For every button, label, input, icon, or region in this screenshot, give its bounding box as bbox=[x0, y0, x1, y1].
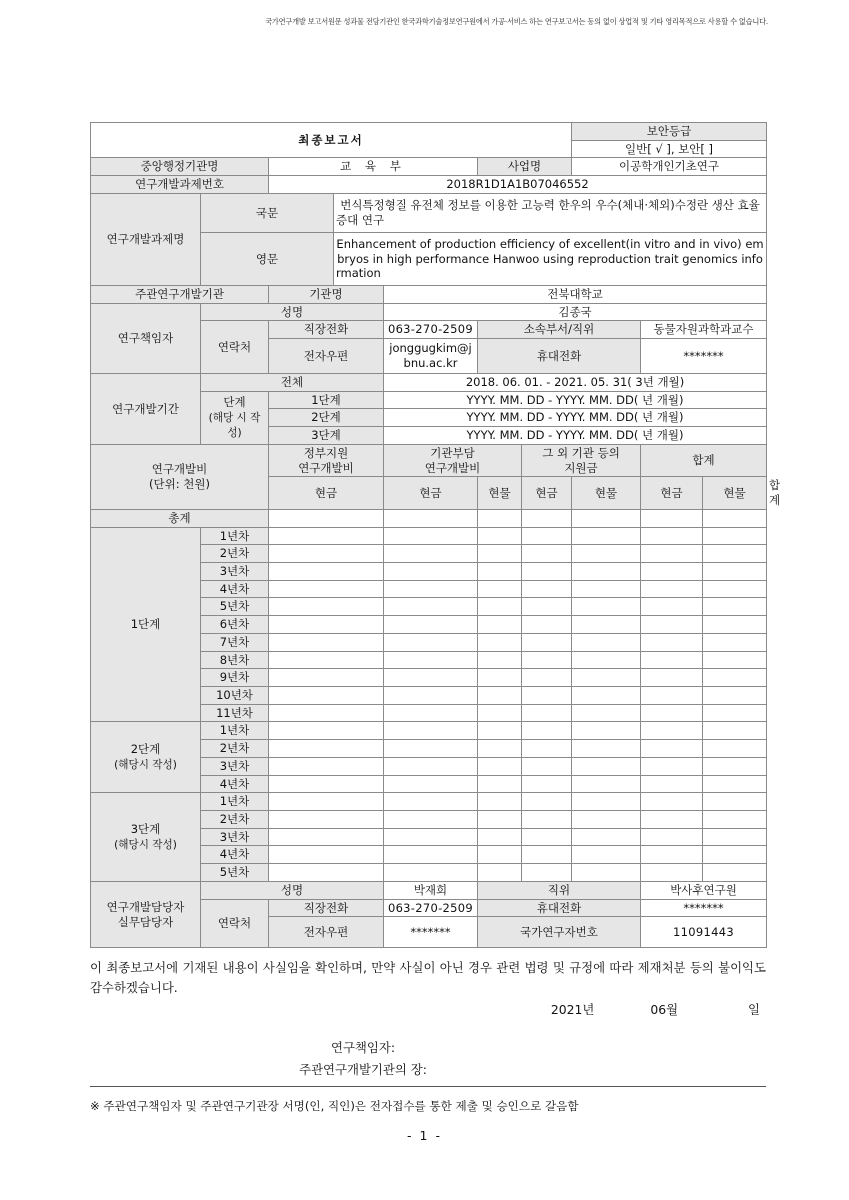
budget-value-cell[interactable] bbox=[478, 740, 522, 758]
budget-value-cell[interactable] bbox=[522, 828, 572, 846]
budget-year-label: 1년차 bbox=[201, 722, 269, 740]
period-stage2-value: YYYY. MM. DD - YYYY. MM. DD( 년 개월) bbox=[384, 409, 767, 427]
budget-value-cell[interactable] bbox=[384, 580, 478, 598]
project-title-kr-row bbox=[91, 193, 767, 232]
budget-year-rows bbox=[91, 527, 767, 881]
report-cover-table bbox=[90, 122, 781, 948]
budget-value-cell[interactable] bbox=[478, 757, 522, 775]
budget-value-cell[interactable] bbox=[384, 828, 478, 846]
budget-value-cell[interactable] bbox=[384, 598, 478, 616]
budget-year-label: 4년차 bbox=[201, 775, 269, 793]
budget-value-cell[interactable] bbox=[269, 740, 384, 758]
budget-value-cell[interactable] bbox=[641, 793, 703, 811]
budget-value-cell[interactable] bbox=[572, 757, 641, 775]
budget-value-cell[interactable] bbox=[384, 545, 478, 563]
budget-value-cell[interactable] bbox=[572, 633, 641, 651]
budget-value-cell[interactable] bbox=[572, 562, 641, 580]
budget-value-cell[interactable] bbox=[478, 828, 522, 846]
budget-value-cell[interactable] bbox=[384, 811, 478, 829]
footnote-text: ※ 주관연구책임자 및 주관연구기관장 서명(인, 직인)은 전자접수를 통한 제출 및 승인으로 갈음함 bbox=[90, 1099, 579, 1113]
budget-total-row bbox=[91, 509, 767, 527]
budget-year-row bbox=[91, 527, 767, 545]
budget-year-label: 5년차 bbox=[201, 864, 269, 882]
budget-value-cell[interactable] bbox=[269, 545, 384, 563]
budget-value-cell[interactable] bbox=[641, 757, 703, 775]
budget-year-label: 8년차 bbox=[201, 651, 269, 669]
staff-researcher-id-value: 11091443 bbox=[641, 917, 767, 948]
budget-value-cell[interactable] bbox=[703, 740, 767, 758]
period-stage1-label: 1단계 bbox=[269, 391, 384, 409]
staff-name-value: 박재희 bbox=[384, 881, 478, 899]
budget-value-cell[interactable] bbox=[269, 846, 384, 864]
budget-value-cell[interactable] bbox=[478, 562, 522, 580]
budget-value-cell[interactable] bbox=[641, 846, 703, 864]
budget-value-cell[interactable] bbox=[269, 686, 384, 704]
budget-value-cell[interactable] bbox=[269, 580, 384, 598]
budget-value-cell[interactable] bbox=[478, 633, 522, 651]
budget-value-cell[interactable] bbox=[522, 757, 572, 775]
budget-value-cell[interactable] bbox=[269, 864, 384, 882]
budget-value-cell[interactable] bbox=[384, 757, 478, 775]
budget-stage-label-main: 3단계 bbox=[130, 821, 161, 836]
budget-total-cell-3 bbox=[522, 509, 572, 527]
budget-subhdr-3: 현금 bbox=[522, 477, 572, 509]
budget-value-cell[interactable] bbox=[269, 757, 384, 775]
staff-name-label: 성명 bbox=[201, 881, 384, 899]
staff-section-label bbox=[91, 881, 201, 947]
budget-value-cell[interactable] bbox=[572, 740, 641, 758]
staff-section-label-line2: 실무담당자 bbox=[117, 914, 174, 929]
budget-value-cell[interactable] bbox=[703, 846, 767, 864]
budget-stage-sublabel: (해당시 작성) bbox=[114, 758, 177, 771]
budget-value-cell[interactable] bbox=[478, 545, 522, 563]
budget-subhdr-1: 현금 bbox=[384, 477, 478, 509]
staff-office-phone-value: 063-270-2509 bbox=[384, 899, 478, 917]
period-stage-sublabel: (해당 시 작성) bbox=[208, 411, 261, 440]
staff-mobile-label: 휴대전화 bbox=[478, 899, 641, 917]
budget-stage-label bbox=[91, 722, 201, 793]
budget-value-cell[interactable] bbox=[641, 545, 703, 563]
budget-value-cell[interactable] bbox=[641, 828, 703, 846]
budget-value-cell[interactable] bbox=[572, 846, 641, 864]
period-total-value: 2018. 06. 01. - 2021. 05. 31( 3년 개월) bbox=[384, 374, 767, 392]
central-agency-row bbox=[91, 158, 767, 176]
program-label: 사업명 bbox=[478, 158, 572, 176]
declaration-text: 이 최종보고서에 기재된 내용이 사실임을 확인하며, 만약 사실이 아닌 경우 관련 법령 및 규정에 따라 제재처분 등의 불이익도 감수하겠습니다. bbox=[90, 960, 766, 996]
budget-value-cell[interactable] bbox=[478, 669, 522, 687]
budget-value-cell[interactable] bbox=[572, 616, 641, 634]
host-org-label: 주관연구개발기관 bbox=[91, 285, 269, 303]
budget-value-cell[interactable] bbox=[641, 775, 703, 793]
budget-value-cell[interactable] bbox=[572, 651, 641, 669]
budget-group-org bbox=[384, 444, 522, 476]
budget-value-cell[interactable] bbox=[703, 864, 767, 882]
budget-value-cell[interactable] bbox=[522, 651, 572, 669]
budget-value-cell[interactable] bbox=[703, 527, 767, 545]
budget-value-cell[interactable] bbox=[703, 793, 767, 811]
central-agency-value: 교 육 부 bbox=[269, 158, 478, 176]
budget-year-label: 5년차 bbox=[201, 598, 269, 616]
budget-value-cell[interactable] bbox=[269, 722, 384, 740]
budget-value-cell[interactable] bbox=[522, 846, 572, 864]
budget-group-other-label: 그 외 기관 등의 bbox=[542, 445, 620, 460]
page-number: - 1 - bbox=[407, 1128, 442, 1143]
budget-group-org-sublabel: 연구개발비 bbox=[424, 460, 481, 475]
period-total-row bbox=[91, 374, 767, 392]
budget-value-cell[interactable] bbox=[641, 527, 703, 545]
budget-year-label: 3년차 bbox=[201, 757, 269, 775]
staff-email-value: ******* bbox=[384, 917, 478, 948]
budget-value-cell[interactable] bbox=[522, 598, 572, 616]
budget-value-cell[interactable] bbox=[703, 757, 767, 775]
budget-value-cell[interactable] bbox=[269, 562, 384, 580]
declaration-date bbox=[90, 1000, 766, 1018]
budget-year-label: 2년차 bbox=[201, 545, 269, 563]
budget-subhdr-0: 현금 bbox=[269, 477, 384, 509]
pi-signature-line: 연구책임자: bbox=[330, 1040, 396, 1055]
budget-value-cell[interactable] bbox=[478, 686, 522, 704]
budget-value-cell[interactable] bbox=[572, 598, 641, 616]
budget-value-cell[interactable] bbox=[641, 562, 703, 580]
budget-value-cell[interactable] bbox=[572, 686, 641, 704]
budget-total-cell-2 bbox=[478, 509, 522, 527]
pi-name-value: 김종국 bbox=[384, 303, 767, 321]
budget-year-label: 4년차 bbox=[201, 580, 269, 598]
signature-block bbox=[90, 1037, 766, 1080]
pi-email-label: 전자우편 bbox=[269, 339, 384, 374]
budget-value-cell[interactable] bbox=[703, 651, 767, 669]
pi-dept-position-value: 동물자원과학과교수 bbox=[641, 321, 767, 339]
budget-value-cell[interactable] bbox=[478, 651, 522, 669]
budget-value-cell[interactable] bbox=[384, 793, 478, 811]
budget-section-unit: (단위: 천원) bbox=[149, 476, 210, 491]
budget-year-label: 1년차 bbox=[201, 527, 269, 545]
pi-office-phone-value: 063-270-2509 bbox=[384, 321, 478, 339]
budget-total-cell-0 bbox=[269, 509, 384, 527]
project-number-label: 연구개발과제번호 bbox=[91, 176, 269, 194]
budget-section-label-main: 연구개발비 bbox=[151, 462, 208, 477]
budget-value-cell[interactable] bbox=[269, 527, 384, 545]
budget-value-cell[interactable] bbox=[641, 669, 703, 687]
budget-value-cell[interactable] bbox=[703, 598, 767, 616]
budget-value-cell[interactable] bbox=[522, 669, 572, 687]
budget-value-cell[interactable] bbox=[522, 811, 572, 829]
declaration-day: 일 bbox=[748, 1002, 760, 1017]
org-head-signature-line: 주관연구개발기관의 장: bbox=[299, 1061, 427, 1077]
budget-value-cell[interactable] bbox=[703, 545, 767, 563]
budget-value-cell[interactable] bbox=[522, 775, 572, 793]
budget-value-cell[interactable] bbox=[478, 811, 522, 829]
budget-value-cell[interactable] bbox=[641, 686, 703, 704]
pi-section-label: 연구책임자 bbox=[91, 303, 201, 373]
budget-group-gov-sublabel: 연구개발비 bbox=[298, 460, 354, 475]
budget-value-cell[interactable] bbox=[269, 633, 384, 651]
budget-value-cell[interactable] bbox=[269, 811, 384, 829]
budget-subhdr-5: 현금 bbox=[641, 477, 703, 509]
budget-group-other-sublabel: 지원금 bbox=[564, 460, 598, 475]
budget-value-cell[interactable] bbox=[641, 598, 703, 616]
budget-value-cell[interactable] bbox=[572, 811, 641, 829]
budget-value-cell[interactable] bbox=[269, 704, 384, 722]
korean-title-value: 번식특정형질 유전체 정보를 이용한 고능력 한우의 우수(체내·체외)수정란 생산 효율 증대 연구 bbox=[334, 193, 767, 232]
budget-value-cell[interactable] bbox=[522, 545, 572, 563]
budget-stage-sublabel: (해당시 작성) bbox=[114, 838, 177, 851]
budget-value-cell[interactable] bbox=[522, 740, 572, 758]
staff-name-row bbox=[91, 881, 767, 899]
host-org-row bbox=[91, 285, 767, 303]
budget-value-cell[interactable] bbox=[478, 616, 522, 634]
footnote-divider bbox=[90, 1086, 766, 1087]
title-row bbox=[91, 123, 767, 141]
budget-group-sum: 합계 bbox=[641, 444, 767, 476]
budget-value-cell[interactable] bbox=[641, 580, 703, 598]
budget-value-cell[interactable] bbox=[384, 740, 478, 758]
org-name-label: 기관명 bbox=[269, 285, 384, 303]
budget-value-cell[interactable] bbox=[384, 686, 478, 704]
budget-section-label bbox=[91, 444, 269, 509]
budget-value-cell[interactable] bbox=[703, 722, 767, 740]
org-name-value: 전북대학교 bbox=[384, 285, 767, 303]
report-cover-table-wrapper bbox=[90, 122, 781, 948]
budget-value-cell[interactable] bbox=[703, 704, 767, 722]
declaration-month: 06월 bbox=[650, 1002, 679, 1017]
budget-year-label: 1년차 bbox=[201, 793, 269, 811]
budget-year-label: 11년차 bbox=[201, 704, 269, 722]
budget-value-cell[interactable] bbox=[641, 616, 703, 634]
budget-value-cell[interactable] bbox=[572, 722, 641, 740]
staff-email-label: 전자우편 bbox=[269, 917, 384, 948]
budget-value-cell[interactable] bbox=[384, 527, 478, 545]
budget-group-gov bbox=[269, 444, 384, 476]
budget-year-label: 10년차 bbox=[201, 686, 269, 704]
period-section-label: 연구개발기간 bbox=[91, 374, 201, 445]
budget-total-cell-4 bbox=[572, 509, 641, 527]
budget-value-cell[interactable] bbox=[478, 864, 522, 882]
security-grade-label: 보안등급 bbox=[572, 123, 767, 141]
budget-year-label: 6년차 bbox=[201, 616, 269, 634]
period-stage3-label: 3단계 bbox=[269, 427, 384, 445]
budget-value-cell[interactable] bbox=[572, 545, 641, 563]
budget-subhdr-6: 현물 bbox=[703, 477, 767, 509]
budget-value-cell[interactable] bbox=[522, 793, 572, 811]
budget-value-cell[interactable] bbox=[572, 864, 641, 882]
pi-email-value: jonggugkim@jbnu.ac.kr bbox=[384, 339, 478, 374]
program-value: 이공학개인기초연구 bbox=[572, 158, 767, 176]
budget-value-cell[interactable] bbox=[703, 669, 767, 687]
pi-office-phone-label: 직장전화 bbox=[269, 321, 384, 339]
budget-value-cell[interactable] bbox=[269, 793, 384, 811]
budget-value-cell[interactable] bbox=[269, 651, 384, 669]
budget-value-cell[interactable] bbox=[522, 562, 572, 580]
budget-value-cell[interactable] bbox=[572, 793, 641, 811]
budget-value-cell[interactable] bbox=[641, 722, 703, 740]
budget-value-cell[interactable] bbox=[384, 669, 478, 687]
budget-year-row bbox=[91, 722, 767, 740]
pi-mobile-label: 휴대전화 bbox=[478, 339, 641, 374]
budget-value-cell[interactable] bbox=[478, 722, 522, 740]
english-title-label: 영문 bbox=[201, 232, 334, 285]
budget-value-cell[interactable] bbox=[522, 616, 572, 634]
period-stage-label bbox=[201, 391, 269, 444]
budget-year-label: 2년차 bbox=[201, 811, 269, 829]
budget-value-cell[interactable] bbox=[478, 598, 522, 616]
pi-name-label: 성명 bbox=[201, 303, 384, 321]
budget-group-other bbox=[522, 444, 641, 476]
pi-mobile-value: ******* bbox=[641, 339, 767, 374]
staff-mobile-value: ******* bbox=[641, 899, 767, 917]
budget-value-cell[interactable] bbox=[478, 775, 522, 793]
english-title-value: Enhancement of production efficiency of excellent(in vitro and in vivo) embryos in high performance Hanwoo using reproduction trait genomics information bbox=[334, 232, 767, 285]
budget-year-label: 2년차 bbox=[201, 740, 269, 758]
budget-value-cell[interactable] bbox=[269, 616, 384, 634]
period-stage3-value: YYYY. MM. DD - YYYY. MM. DD( 년 개월) bbox=[384, 427, 767, 445]
budget-value-cell[interactable] bbox=[384, 775, 478, 793]
budget-value-cell[interactable] bbox=[384, 722, 478, 740]
budget-year-label: 7년차 bbox=[201, 633, 269, 651]
staff-position-value: 박사후연구원 bbox=[641, 881, 767, 899]
budget-value-cell[interactable] bbox=[522, 864, 572, 882]
budget-value-cell[interactable] bbox=[703, 811, 767, 829]
budget-year-label: 3년차 bbox=[201, 562, 269, 580]
budget-year-label: 3년차 bbox=[201, 828, 269, 846]
budget-value-cell[interactable] bbox=[478, 846, 522, 864]
budget-subhdr-2: 현물 bbox=[478, 477, 522, 509]
budget-year-label: 4년차 bbox=[201, 846, 269, 864]
budget-value-cell[interactable] bbox=[522, 527, 572, 545]
budget-value-cell[interactable] bbox=[478, 793, 522, 811]
budget-total-cell-5 bbox=[641, 509, 703, 527]
budget-subhdr-4: 현물 bbox=[572, 477, 641, 509]
declaration-year: 2021년 bbox=[550, 1002, 595, 1017]
budget-value-cell[interactable] bbox=[384, 616, 478, 634]
pi-dept-position-label: 소속부서/직위 bbox=[478, 321, 641, 339]
budget-total-label: 총계 bbox=[91, 509, 269, 527]
staff-section-label-line1: 연구개발담당자 bbox=[106, 899, 185, 914]
project-number-row bbox=[91, 176, 767, 194]
copyright-disclaimer: 국가연구개발 보고서원문 성과물 전담기관인 한국과학기술정보연구원에서 가공·서비스 하는 연구보고서는 동의 없이 상업적 및 기타 영리목적으로 사용할 수 없습니다. bbox=[265, 17, 768, 26]
budget-value-cell[interactable] bbox=[384, 633, 478, 651]
page-title: 최종보고서 bbox=[91, 123, 572, 158]
security-grade-value: 일반[ √ ], 보안[ ] bbox=[572, 140, 767, 158]
budget-value-cell[interactable] bbox=[384, 651, 478, 669]
staff-researcher-id-label: 국가연구자번호 bbox=[478, 917, 641, 948]
budget-value-cell[interactable] bbox=[269, 828, 384, 846]
budget-value-cell[interactable] bbox=[703, 580, 767, 598]
budget-value-cell[interactable] bbox=[641, 651, 703, 669]
budget-value-cell[interactable] bbox=[703, 775, 767, 793]
budget-value-cell[interactable] bbox=[572, 527, 641, 545]
period-stage2-label: 2단계 bbox=[269, 409, 384, 427]
budget-value-cell[interactable] bbox=[384, 846, 478, 864]
budget-value-cell[interactable] bbox=[269, 775, 384, 793]
budget-value-cell[interactable] bbox=[641, 633, 703, 651]
budget-value-cell[interactable] bbox=[384, 864, 478, 882]
korean-title-label: 국문 bbox=[201, 193, 334, 232]
budget-value-cell[interactable] bbox=[384, 704, 478, 722]
budget-group-org-label: 기관부담 bbox=[430, 445, 475, 460]
budget-year-label: 9년차 bbox=[201, 669, 269, 687]
staff-contact-label: 연락처 bbox=[201, 899, 269, 948]
budget-value-cell[interactable] bbox=[269, 669, 384, 687]
period-stage1-value: YYYY. MM. DD - YYYY. MM. DD( 년 개월) bbox=[384, 391, 767, 409]
budget-value-cell[interactable] bbox=[641, 704, 703, 722]
budget-value-cell[interactable] bbox=[478, 580, 522, 598]
period-total-label: 전체 bbox=[201, 374, 384, 392]
budget-sub-header-row: 현금 현금 현물 현금 현물 현금 현물 합계 bbox=[91, 477, 767, 509]
budget-value-cell[interactable] bbox=[703, 562, 767, 580]
budget-value-cell[interactable] bbox=[522, 722, 572, 740]
budget-value-cell[interactable] bbox=[572, 704, 641, 722]
budget-value-cell[interactable] bbox=[572, 828, 641, 846]
budget-stage-label-main: 1단계 bbox=[130, 617, 161, 632]
budget-stage-label-main: 2단계 bbox=[130, 742, 161, 757]
budget-value-cell[interactable] bbox=[478, 704, 522, 722]
budget-value-cell[interactable] bbox=[703, 633, 767, 651]
budget-year-row bbox=[91, 793, 767, 811]
budget-value-cell[interactable] bbox=[478, 527, 522, 545]
budget-value-cell[interactable] bbox=[572, 580, 641, 598]
pi-contact-label: 연락처 bbox=[201, 321, 269, 374]
pi-name-row bbox=[91, 303, 767, 321]
budget-value-cell[interactable] bbox=[703, 616, 767, 634]
budget-value-cell[interactable] bbox=[572, 669, 641, 687]
budget-group-header-row bbox=[91, 444, 767, 476]
budget-value-cell[interactable] bbox=[269, 598, 384, 616]
budget-value-cell[interactable] bbox=[522, 633, 572, 651]
project-title-label: 연구개발과제명 bbox=[91, 193, 201, 285]
budget-total-cell-1 bbox=[384, 509, 478, 527]
budget-group-gov-label: 정부지원 bbox=[303, 445, 349, 460]
budget-value-cell[interactable] bbox=[703, 828, 767, 846]
budget-value-cell[interactable] bbox=[572, 775, 641, 793]
budget-value-cell[interactable] bbox=[522, 704, 572, 722]
budget-total-cell-6 bbox=[703, 509, 767, 527]
budget-value-cell[interactable] bbox=[641, 740, 703, 758]
budget-value-cell[interactable] bbox=[384, 562, 478, 580]
budget-value-cell[interactable] bbox=[641, 864, 703, 882]
budget-value-cell[interactable] bbox=[522, 686, 572, 704]
central-agency-label: 중앙행정기관명 bbox=[91, 158, 269, 176]
budget-stage-label bbox=[91, 527, 201, 722]
budget-stage-label bbox=[91, 793, 201, 882]
project-number-value: 2018R1D1A1B07046552 bbox=[269, 176, 767, 194]
budget-value-cell[interactable] bbox=[641, 811, 703, 829]
budget-value-cell[interactable] bbox=[703, 686, 767, 704]
budget-value-cell[interactable] bbox=[522, 580, 572, 598]
period-stage-label-main: 단계 bbox=[223, 394, 246, 409]
staff-office-phone-label: 직장전화 bbox=[269, 899, 384, 917]
staff-position-label: 직위 bbox=[478, 881, 641, 899]
